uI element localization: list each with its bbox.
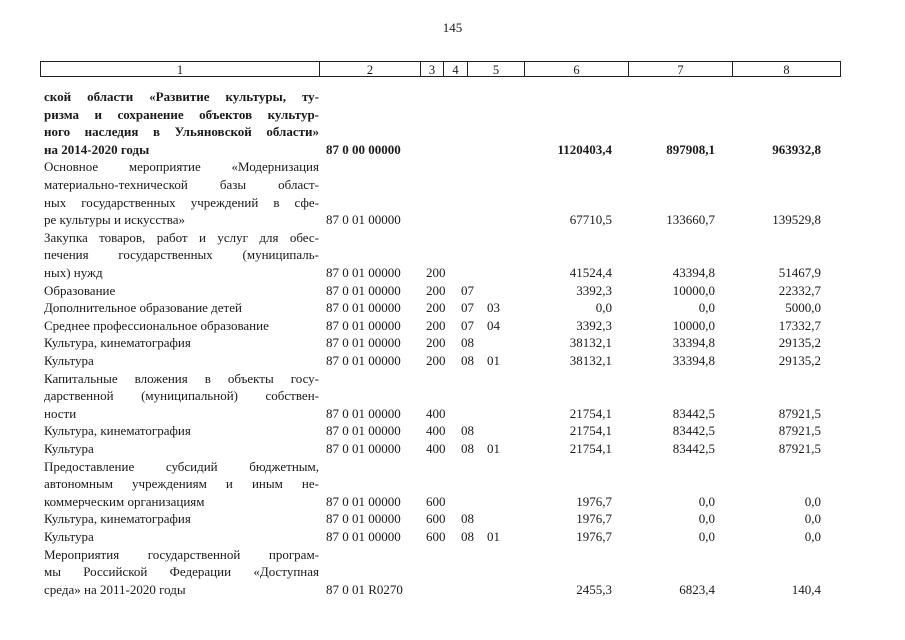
- amount-col-6: 21754,1: [569, 405, 612, 421]
- target-code: 87 0 01 00000: [326, 335, 401, 351]
- amount-col-8: 87921,5: [778, 441, 821, 456]
- amount-col-7: 43394,8: [672, 264, 715, 280]
- amount-col-7: 33394,8: [672, 353, 715, 368]
- amount-col-6: 1976,7: [576, 493, 612, 509]
- expense-type: 200: [426, 353, 446, 368]
- table-row: [0, 440, 905, 458]
- section-code: 07: [461, 282, 474, 298]
- row-name-line: среда» на 2011-2020 годы: [44, 581, 186, 597]
- header-cell-1: 1: [40, 61, 320, 77]
- amount-col-7: 0,0: [698, 493, 715, 509]
- row-name-line: Культура, кинематография: [44, 511, 191, 527]
- table-row: [0, 282, 905, 300]
- target-code: 87 0 00 00000: [326, 141, 401, 157]
- amount-col-7: 33394,8: [672, 335, 715, 351]
- amount-col-6: 3392,3: [576, 282, 612, 298]
- amount-col-6: 21754,1: [569, 441, 612, 456]
- target-code: 87 0 01 00000: [326, 264, 401, 280]
- section-code: 08: [461, 353, 474, 368]
- amount-col-8: 0,0: [804, 493, 821, 509]
- row-name: [44, 510, 319, 528]
- section-code: 08: [461, 423, 474, 439]
- amount-col-6: 2455,3: [576, 581, 612, 597]
- section-code: 08: [461, 441, 474, 456]
- amount-col-7: 0,0: [698, 511, 715, 527]
- row-name: [44, 299, 319, 317]
- row-name-line: Закупка товаров, работ и услуг для обес-: [44, 229, 319, 245]
- row-name-line: ных государственных учреждений в сфе-: [44, 194, 319, 210]
- amount-col-8: 5000,0: [785, 300, 821, 316]
- row-name-line: Среднее профессиональное образование: [44, 317, 269, 333]
- table-row: [0, 158, 905, 228]
- row-name-line: Культура: [44, 529, 94, 544]
- section-code: 08: [461, 511, 474, 527]
- amount-col-7: 10000,0: [672, 317, 715, 333]
- amount-col-6: 1976,7: [576, 529, 612, 544]
- amount-col-8: 0,0: [804, 529, 821, 544]
- expense-type: 600: [426, 529, 446, 544]
- table-row: [0, 370, 905, 423]
- header-cell-6: 6: [525, 61, 629, 77]
- row-name: [44, 88, 319, 158]
- amount-col-8: 963932,8: [772, 141, 821, 157]
- row-name: [44, 546, 319, 599]
- amount-col-8: 51467,9: [778, 264, 821, 280]
- section-code: 08: [461, 335, 474, 351]
- expense-type: 200: [426, 317, 446, 333]
- row-name-line: печения государственных (муниципаль-: [44, 247, 319, 263]
- amount-col-6: 1120403,4: [557, 141, 612, 157]
- amount-col-8: 139529,8: [772, 212, 821, 228]
- header-cell-5: 5: [468, 61, 525, 77]
- row-name-line: Образование: [44, 282, 116, 298]
- amount-col-7: 10000,0: [672, 282, 715, 298]
- expense-type: 200: [426, 264, 446, 280]
- target-code: 87 0 01 00000: [326, 493, 401, 509]
- row-name-line: ного наследия в Ульяновской области»: [44, 124, 319, 140]
- expense-type: 600: [426, 511, 446, 527]
- row-name-line: Предоставление субсидий бюджетным,: [44, 458, 319, 474]
- section-code: 07: [461, 317, 474, 333]
- amount-col-8: 87921,5: [778, 405, 821, 421]
- amount-col-6: 1976,7: [576, 511, 612, 527]
- expense-type: 400: [426, 405, 446, 421]
- target-code: 87 0 01 00000: [326, 511, 401, 527]
- table-row: [0, 422, 905, 440]
- subsection-code: 04: [487, 317, 500, 333]
- row-name: [44, 440, 319, 458]
- table-row: [0, 334, 905, 352]
- subsection-code: 01: [487, 441, 500, 456]
- subsection-code: 03: [487, 300, 500, 316]
- table-row: [0, 352, 905, 370]
- row-name-line: Культура: [44, 353, 94, 368]
- table-row: [0, 229, 905, 282]
- target-code: 87 0 01 00000: [326, 282, 401, 298]
- amount-col-8: 0,0: [804, 511, 821, 527]
- amount-col-6: 0,0: [595, 300, 612, 316]
- amount-col-7: 83442,5: [672, 441, 715, 456]
- table-header-row: [40, 61, 841, 77]
- row-name-line: мы Российской Федерации «Доступная: [44, 564, 319, 580]
- amount-col-7: 0,0: [698, 300, 715, 316]
- row-name: [44, 158, 319, 228]
- row-name-line: Капитальные вложения в объекты госу-: [44, 370, 319, 386]
- amount-col-8: 87921,5: [778, 423, 821, 439]
- section-code: 07: [461, 300, 474, 316]
- row-name: [44, 458, 319, 511]
- table-row: [0, 299, 905, 317]
- amount-col-6: 41524,4: [569, 264, 612, 280]
- amount-col-8: 29135,2: [778, 353, 821, 368]
- amount-col-6: 38132,1: [569, 335, 612, 351]
- amount-col-6: 3392,3: [576, 317, 612, 333]
- target-code: 87 0 01 00000: [326, 353, 401, 368]
- expense-type: 200: [426, 335, 446, 351]
- target-code: 87 0 01 00000: [326, 405, 401, 421]
- amount-col-7: 897908,1: [666, 141, 715, 157]
- amount-col-8: 140,4: [791, 581, 821, 597]
- table-row: [0, 458, 905, 511]
- table-row: [0, 88, 905, 158]
- row-name: [44, 229, 319, 282]
- amount-col-8: 17332,7: [778, 317, 821, 333]
- amount-col-6: 67710,5: [569, 212, 612, 228]
- expense-type: 400: [426, 423, 446, 439]
- row-name: [44, 422, 319, 440]
- target-code: 87 0 01 00000: [326, 317, 401, 333]
- table-row: [0, 317, 905, 335]
- expense-type: 200: [426, 282, 446, 298]
- row-name-line: ре культуры и искусства»: [44, 212, 186, 228]
- table-row: [0, 528, 905, 546]
- row-name-line: Мероприятия государственной програм-: [44, 546, 319, 562]
- amount-col-6: 21754,1: [569, 423, 612, 439]
- target-code: 87 0 01 R0270: [326, 581, 403, 597]
- subsection-code: 01: [487, 353, 500, 368]
- target-code: 87 0 01 00000: [326, 212, 401, 228]
- header-cell-4: 4: [444, 61, 468, 77]
- section-code: 08: [461, 529, 474, 544]
- row-name-line: ской области «Развитие культуры, ту-: [44, 89, 319, 104]
- row-name-line: Культура, кинематография: [44, 423, 191, 439]
- table-row: [0, 546, 905, 599]
- amount-col-6: 38132,1: [569, 353, 612, 368]
- row-name-line: коммерческим организациям: [44, 493, 205, 509]
- amount-col-7: 0,0: [698, 529, 715, 544]
- row-name-line: Культура, кинематография: [44, 335, 191, 351]
- subsection-code: 01: [487, 529, 500, 544]
- row-name: [44, 352, 319, 370]
- row-name-line: Дополнительное образование детей: [44, 300, 242, 316]
- target-code: 87 0 01 00000: [326, 423, 401, 439]
- amount-col-8: 22332,7: [778, 282, 821, 298]
- row-name-line: дарственной (муниципальной) собствен-: [44, 388, 319, 404]
- amount-col-8: 29135,2: [778, 335, 821, 351]
- row-name-line: ризма и сохранение объектов культур-: [44, 106, 319, 122]
- row-name-line: Культура: [44, 441, 94, 456]
- row-name-line: автономным учреждениям и иным не-: [44, 476, 319, 492]
- row-name-line: материально-технической базы област-: [44, 176, 319, 192]
- header-cell-3: 3: [421, 61, 444, 77]
- amount-col-7: 133660,7: [666, 212, 715, 228]
- target-code: 87 0 01 00000: [326, 529, 401, 544]
- amount-col-7: 83442,5: [672, 423, 715, 439]
- row-name-line: ных) нужд: [44, 264, 103, 280]
- row-name-line: на 2014-2020 годы: [44, 141, 150, 157]
- row-name: [44, 317, 319, 335]
- expense-type: 200: [426, 300, 446, 316]
- row-name: [44, 370, 319, 423]
- amount-col-7: 6823,4: [679, 581, 715, 597]
- target-code: 87 0 01 00000: [326, 300, 401, 316]
- expense-type: 400: [426, 441, 446, 456]
- target-code: 87 0 01 00000: [326, 441, 401, 456]
- expense-type: 600: [426, 493, 446, 509]
- row-name-line: ности: [44, 405, 77, 421]
- header-cell-7: 7: [629, 61, 733, 77]
- row-name: [44, 282, 319, 300]
- amount-col-7: 83442,5: [672, 405, 715, 421]
- table-row: [0, 510, 905, 528]
- page-number: 145: [442, 20, 463, 35]
- row-name: [44, 528, 319, 546]
- header-cell-2: 2: [320, 61, 421, 77]
- row-name-line: Основное мероприятие «Модернизация: [44, 159, 319, 175]
- row-name: [44, 334, 319, 352]
- header-cell-8: 8: [733, 61, 841, 77]
